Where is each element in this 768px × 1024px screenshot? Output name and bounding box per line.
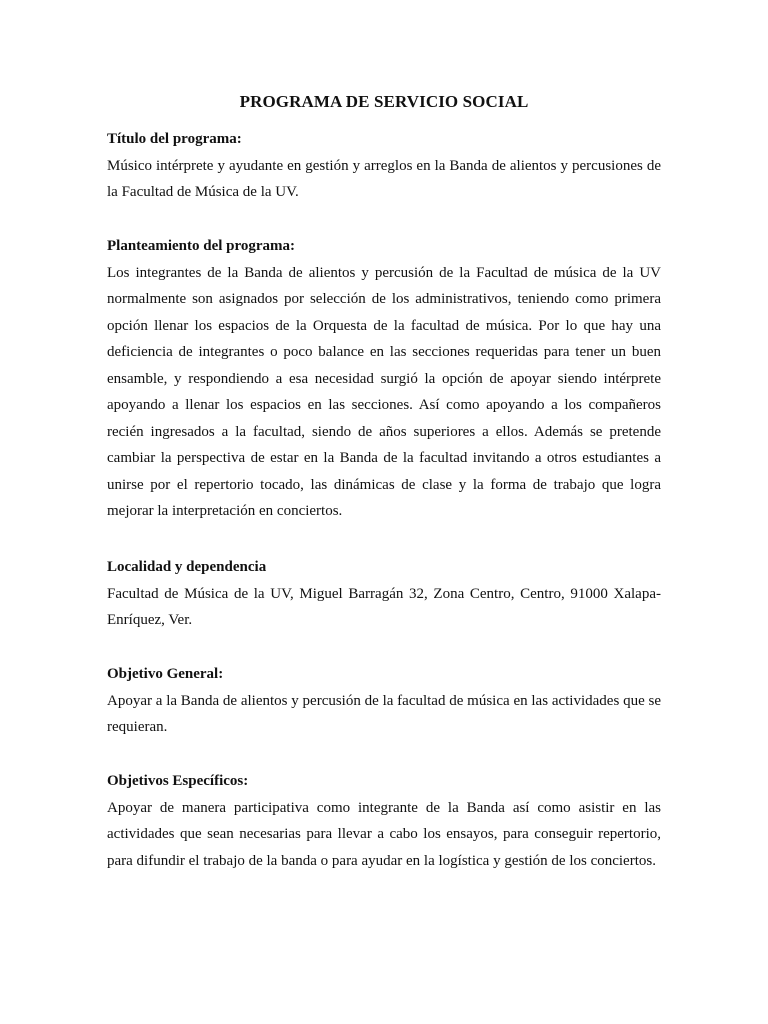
section-heading: Objetivo General: xyxy=(107,666,224,682)
section-text: Apoyar de manera participativa como integrante de la Banda así como asistir en las actividades que sean necesarias para llevar a cabo los ensayos, para conseguir repertorio, para difundir el trabajo de la banda o para ayudar en la logística y gestión de los conciertos. xyxy=(107,799,661,869)
section-text: Los integrantes de la Banda de alientos y percusión de la Facultad de música de la UV normalmente son asignados por selección de los administrativos, teniendo como primera opción llenar los espacios de la Orquesta de la facultad de música. Por lo que hay una deficiencia de integrantes o poco balance en las secciones requeridas para tener un buen ensamble, y respondiendo a esa necesidad surgió la opción de apoyar siendo intérprete apoyando a llenar los espacios en las secciones. Así como apoyando a los compañeros recién ingresados a la facultad, siendo de años superiores a ellos. Además se pretende cambiar la perspectiva de estar en la Banda de la facultad invitando a otros estudiantes a unirse por el repertorio tocado, las dinámicas de clase y la forma de trabajo que logra mejorar la interpretación en conciertos. xyxy=(107,264,661,519)
section-text: Apoyar a la Banda de alientos y percusión de la facultad de música en las actividades que se requieran. xyxy=(107,692,661,735)
section-program-title xyxy=(107,126,661,206)
section-general-objective xyxy=(107,661,661,741)
document-title: PROGRAMA DE SERVICIO SOCIAL xyxy=(239,92,529,111)
section-text: Músico intérprete y ayudante en gestión y arreglos en la Banda de alientos y percusiones de la Facultad de Música de la UV. xyxy=(107,157,661,200)
section-text: Facultad de Música de la UV, Miguel Barragán 32, Zona Centro, Centro, 91000 Xalapa-Enríquez, Ver. xyxy=(107,585,661,628)
section-heading: Planteamiento del programa: xyxy=(107,238,296,254)
section-heading: Título del programa: xyxy=(107,131,242,147)
section-heading: Objetivos Específicos: xyxy=(107,773,249,789)
section-location xyxy=(107,554,661,634)
section-heading: Localidad y dependencia xyxy=(107,559,267,575)
section-specific-objectives xyxy=(107,768,661,874)
section-program-statement xyxy=(107,233,661,525)
